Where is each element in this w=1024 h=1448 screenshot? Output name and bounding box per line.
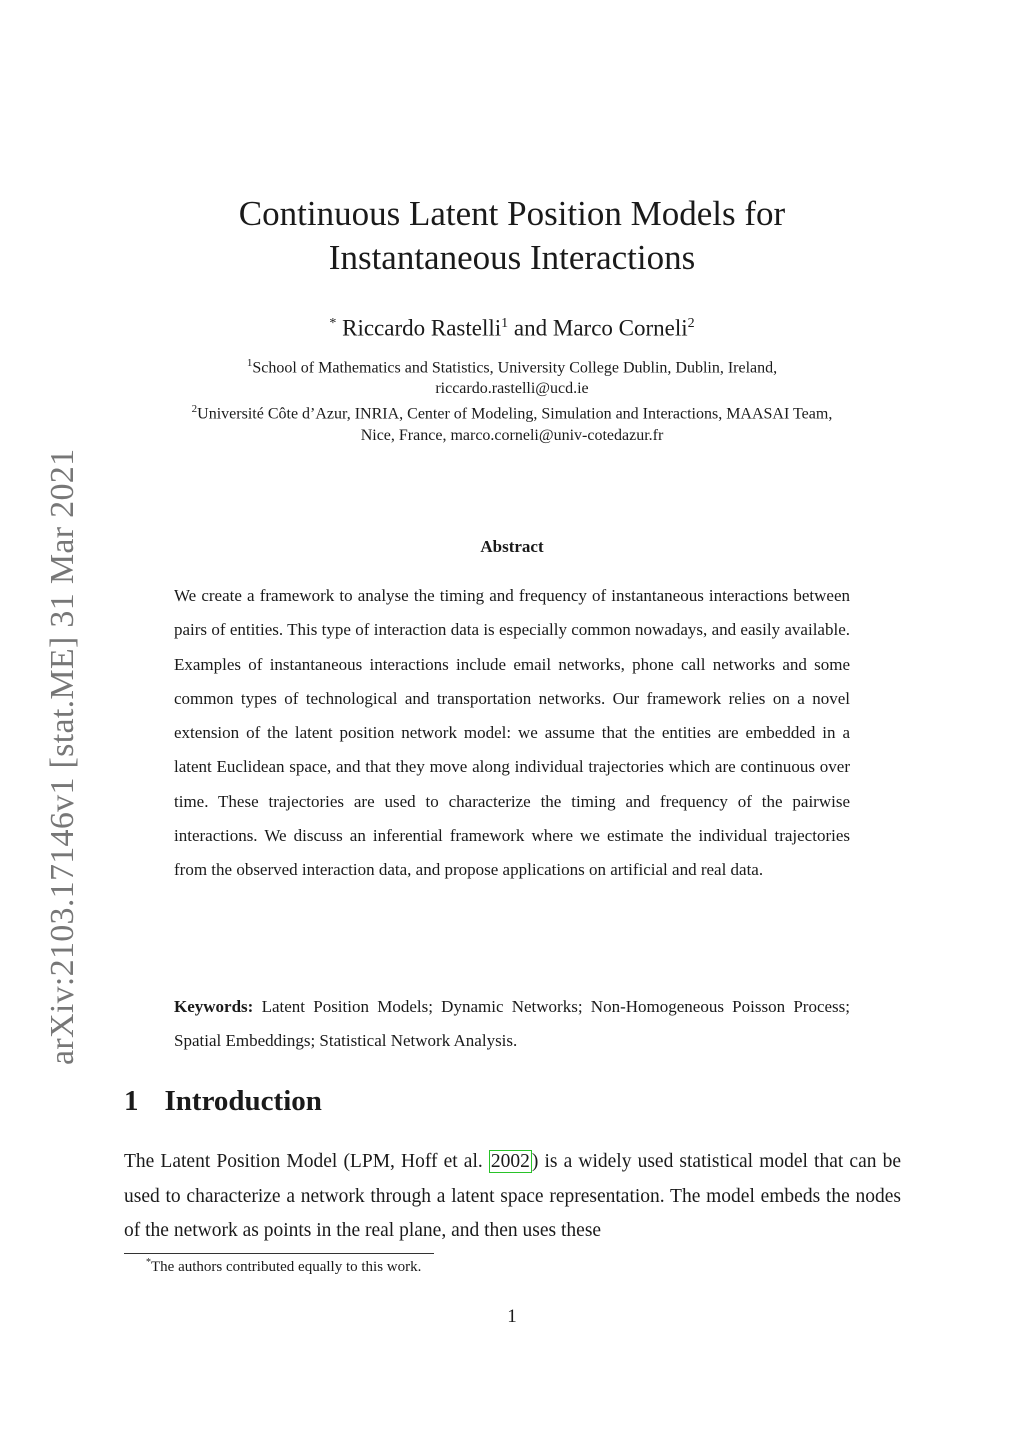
citation-link[interactable]: 2002: [490, 1151, 530, 1172]
footnote-mark: *: [146, 1257, 151, 1268]
arxiv-identifier: arXiv:2103.17146v1 [stat.ME] 31 Mar 2021: [44, 448, 81, 1065]
abstract-heading: Abstract: [480, 537, 544, 556]
author-1-affil-mark: 1: [501, 316, 509, 331]
section-heading: [124, 1085, 322, 1118]
equal-contribution-mark: *: [329, 316, 337, 331]
keywords: [174, 990, 850, 1059]
affiliation-2-email: Nice, France, marco.corneli@univ-cotedazur.fr: [360, 426, 664, 444]
affiliation-1-line-1: School of Mathematics and Statistics, University College Dublin, Dublin, Ireland,: [252, 359, 778, 377]
affiliations: [110, 353, 914, 446]
footnote-divider: [124, 1253, 434, 1254]
section-title: Introduction: [164, 1085, 322, 1117]
author-1: Riccardo Rastelli: [342, 315, 502, 341]
section-number: 1: [124, 1085, 139, 1117]
intro-text-end: ) is a widely used statistical model that can be used to characterize a network through a latent space representation. The model embeds the nodes of the network as points in the real plane, and then uses these: [124, 1151, 901, 1241]
affiliation-2-mark: 2: [191, 403, 198, 416]
author-2: Marco Corneli: [552, 315, 688, 341]
title-line-2: Instantaneous Interactions: [328, 238, 696, 277]
footnote-text: The authors contributed equally to this work.: [151, 1259, 422, 1275]
page-number: 1: [507, 1306, 517, 1327]
author-2-affil-mark: 2: [687, 316, 695, 331]
abstract-text: We create a framework to analyse the timing and frequency of instantaneous interactions between pairs of entities. This type of interaction data is especially common nowadays, and easily available. Examples of instantaneous interactions include email networks, phone call networks and some common types of technological and transportation networks. Our framework relies on a novel extension of the latent position network model: we assume that the entities are embedded in a latent Euclidean space, and that they move along individual trajectories which are continuous over time. These trajectories are used to characterize the timing and frequency of the pairwise interactions. We discuss an inferential framework where we estimate the individual trajectories from the observed interaction data, and propose applications on artificial and real data.: [174, 586, 850, 880]
keywords-text: Latent Position Models; Dynamic Networks; Non-Homogeneous Poisson Process; Spatial Embeddings; Statistical Network Analysis.: [174, 997, 850, 1051]
keywords-label: Keywords:: [174, 997, 254, 1016]
author-list: [0, 309, 1024, 344]
affiliation-2: [110, 399, 914, 445]
intro-paragraph: [124, 1145, 901, 1249]
affiliation-1-mark: 1: [246, 357, 253, 369]
affiliation-1: [110, 353, 914, 399]
affiliation-1-email: riccardo.rastelli@ucd.ie: [435, 380, 589, 398]
affiliation-2-line-1: Université Côte d’Azur, INRIA, Center of Modeling, Simulation and Interactions, MAASAI Team,: [197, 405, 833, 423]
intro-text-start: The Latent Position Model (LPM, Hoff et al.: [124, 1151, 483, 1172]
paper-title: [0, 192, 1024, 280]
title-line-1: Continuous Latent Position Models for: [238, 194, 786, 233]
author-conjunction: and: [513, 315, 548, 341]
footnote: [146, 1257, 421, 1276]
